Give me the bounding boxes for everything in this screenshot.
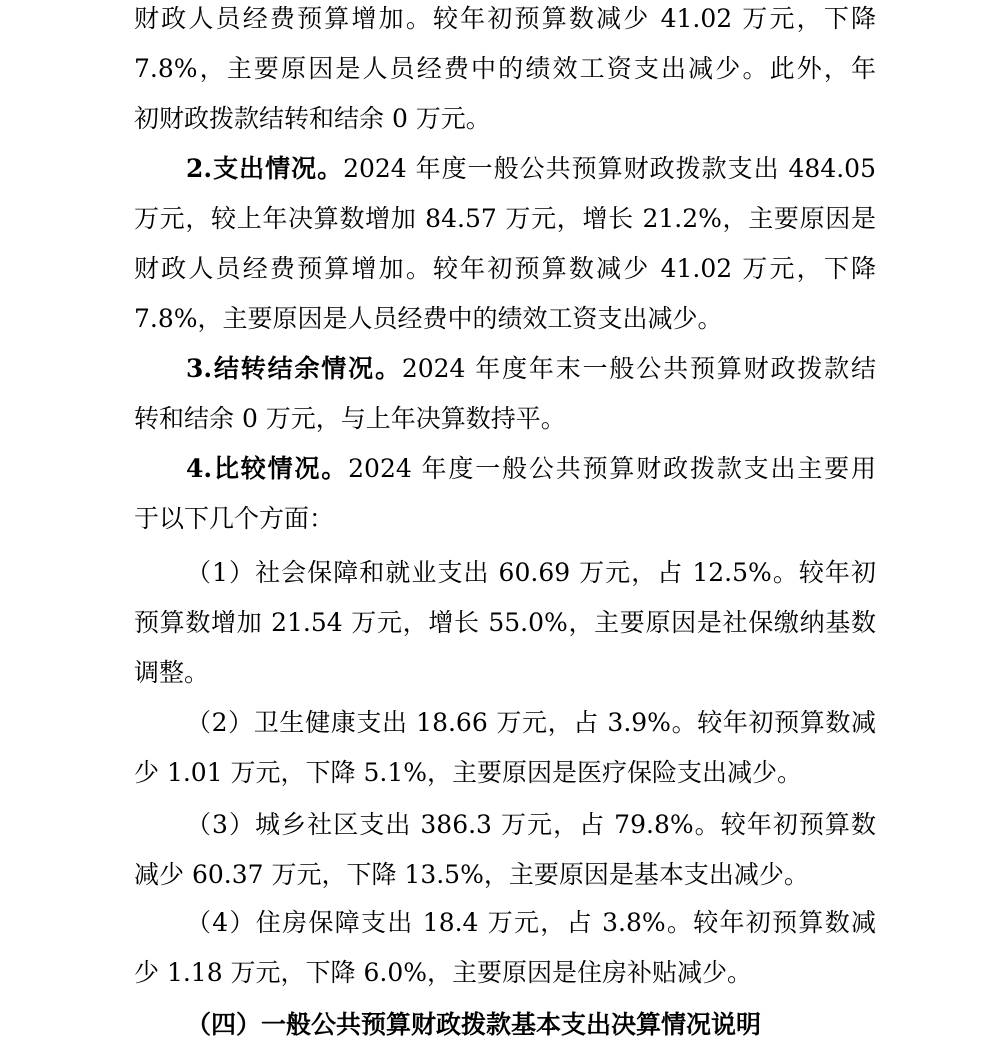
list-item-line: 少 1.01 万元，下降 5.1%，主要原因是医疗保险支出减少。 [134,758,803,787]
paragraph-line: 初财政拨款结转和结余 0 万元。 [134,104,491,133]
paragraph-line: 7.8%，主要原因是人员经费中的绩效工资支出减少。此外，年 [134,54,876,83]
section-heading: 2.支出情况。 [186,154,344,183]
section-heading: 3.结转结余情况。 [186,354,402,383]
paragraph-text: 2024 年度一般公共预算财政拨款支出 484.05 [343,154,876,183]
paragraph-first-line [186,144,876,194]
paragraph-text: 2024 年度一般公共预算财政拨款支出主要用 [348,454,876,483]
list-item-line: （4）住房保障支出 18.4 万元，占 3.8%。较年初预算数减 [186,908,876,937]
paragraph-line: 7.8%，主要原因是人员经费中的绩效工资支出减少。 [134,304,723,333]
list-item-line: （2）卫生健康支出 18.66 万元，占 3.9%。较年初预算数减 [186,708,876,737]
list-item-line: 减少 60.37 万元，下降 13.5%，主要原因是基本支出减少。 [134,860,809,889]
paragraph-line: 于以下几个方面： [134,504,335,533]
paragraph-line: 转和结余 0 万元，与上年决算数持平。 [134,404,566,433]
paragraph-line: 万元，较上年决算数增加 84.57 万元，增长 21.2%，主要原因是 [134,204,876,233]
list-item-line: 预算数增加 21.54 万元，增长 55.0%，主要原因是社保缴纳基数 [134,608,876,637]
section-heading: 4.比较情况。 [186,454,349,483]
paragraph-text: 2024 年度年末一般公共预算财政拨款结 [401,354,876,383]
paragraph-line: 财政人员经费预算增加。较年初预算数减少 41.02 万元，下降 [134,254,876,283]
list-item-line: 少 1.18 万元，下降 6.0%，主要原因是住房补贴减少。 [134,958,753,987]
paragraph-first-line [186,344,876,394]
section-heading: （四）一般公共预算财政拨款基本支出决算情况说明 [186,1010,762,1039]
list-item-line: （3）城乡社区支出 386.3 万元，占 79.8%。较年初预算数 [186,810,876,839]
list-item-line: 调整。 [134,658,210,687]
paragraph-first-line [186,444,876,494]
paragraph-line: 财政人员经费预算增加。较年初预算数减少 41.02 万元，下降 [134,4,876,33]
list-item-line: （1）社会保障和就业支出 60.69 万元，占 12.5%。较年初 [186,558,876,587]
